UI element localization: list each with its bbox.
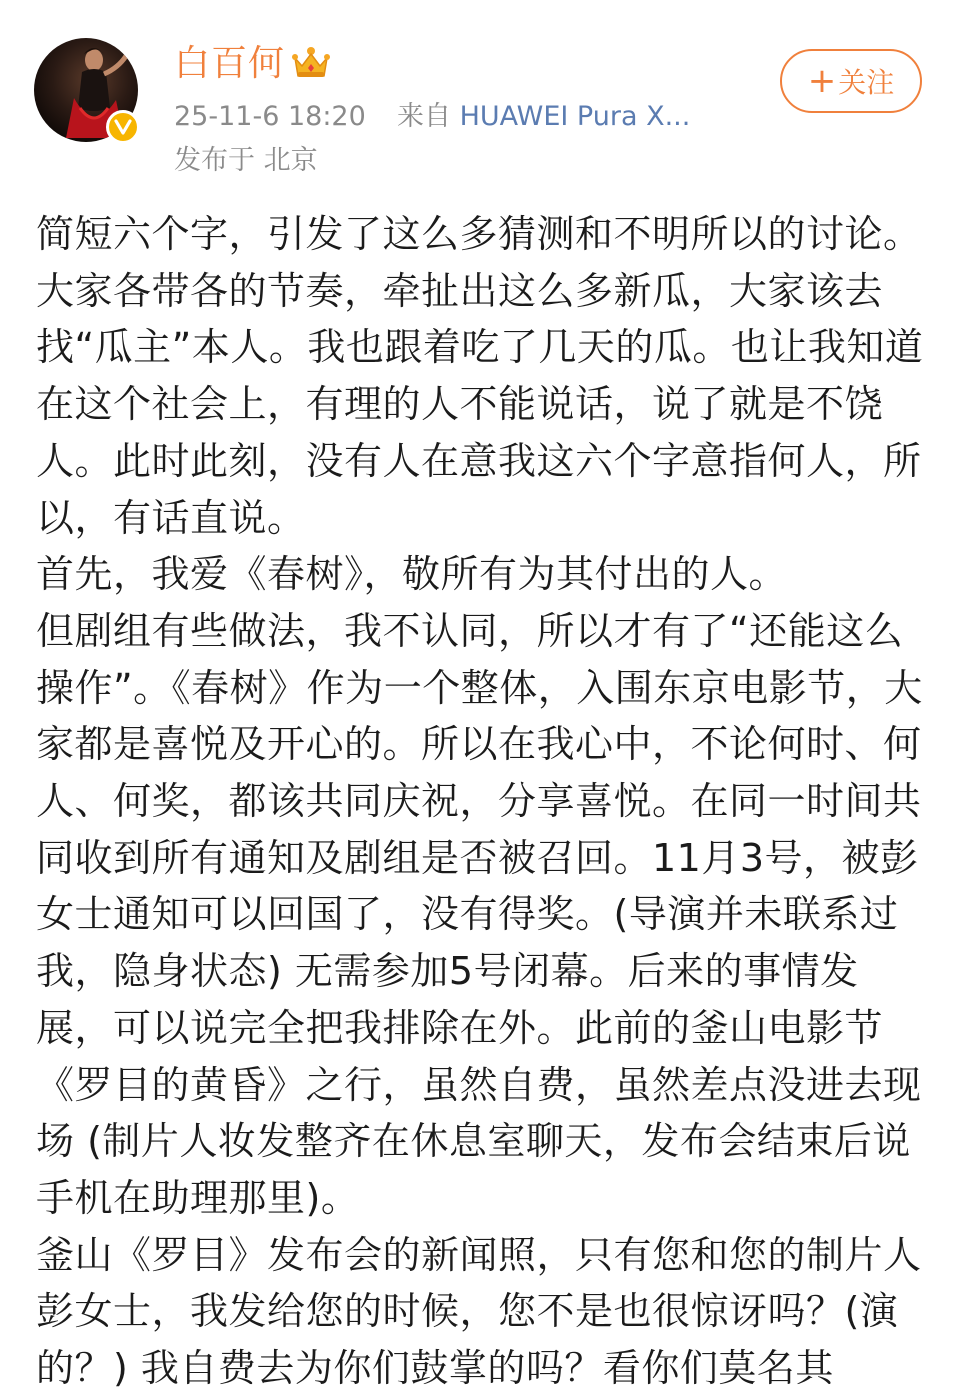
post-meta — [174, 98, 690, 136]
avatar[interactable] — [34, 38, 138, 142]
post-location: 发布于 北京 — [174, 145, 318, 176]
follow-button[interactable] — [780, 49, 922, 113]
post-body — [36, 206, 926, 1397]
post-time: 25-11-6 18:20 — [174, 101, 366, 132]
post-paragraph: 釜山《罗目》发布会的新闻照，只有您和您的制片人彭女士，我发给您的时候，您不是也很惊讶吗？(演的？) 我自费去为你们鼓掌的吗？看你们莫名其 — [36, 1232, 922, 1391]
source-prefix: 来自 — [396, 101, 451, 132]
post-paragraph: 简短六个字，引发了这么多猜测和不明所以的讨论。大家各带各的节奏，牵扯出这么多新瓜，大家该去找“瓜主”本人。我也跟着吃了几天的瓜。也让我知道在这个社会上，有理的人不能说话，说了就是不饶人。此时此刻，没有人在意我这六个字意指何人，所以，有话直说。 — [36, 212, 924, 540]
post-header — [0, 0, 960, 200]
plus-icon: + — [807, 61, 837, 101]
follow-label: 关注 — [838, 66, 895, 99]
post-paragraph: 但剧组有些做法，我不认同，所以才有了“还能这么操作”。《春树》作为一个整体，入围东京电影节，大家都是喜悦及开心的。所以在我心中，不论何时、何人、何奖，都该共同庆祝，分享喜悦。在同一时间共同收到所有通知及剧组是否被召回。11月3号，被彭女士通知可以回国了，没有得奖。(导演并未联系过我，隐身状态) 无需参加5号闭幕。后来的事情发展，可以说完全把我排除在外。此前的釜山电影节《罗目的黄昏》之行，虽然自费，虽然差点没进去现场 (制片人妆发整齐在休息室聊天，发布会结束后说手机在助理那里)。 — [36, 608, 923, 1220]
device-link[interactable]: HUAWEI Pura X... — [459, 101, 691, 132]
verified-badge-icon — [106, 110, 140, 144]
username[interactable]: 白百何 — [174, 43, 286, 84]
post-paragraph: 首先，我爱《春树》，敬所有为其付出的人。 — [36, 552, 788, 597]
crown-icon — [292, 46, 330, 82]
